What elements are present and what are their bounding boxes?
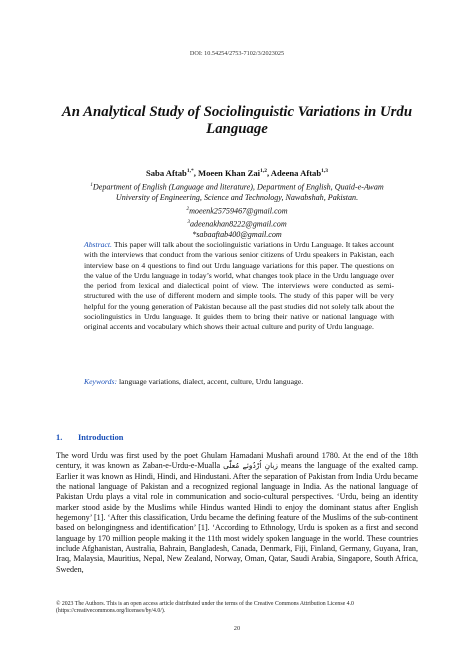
body-text-part2: means the language of the exalted camp. Earlier it was known as Hindi, Hindi, and Hindustani. After the separation of Pakistan from India Urdu became the national language of Pakistan and a recognized regional language in India. As the national language of Pakistan Urdu plays a vital role in communication and socio-cultural perspectives. ‘Urdu, being an identity marker stood aside by the Muslims while Hindus wanted Hindi to enjoy the dominant status after English hegemony’ [1]. ‘After this classification, Urdu became the defining feature of the Muslims of the sub-continent based on belongingness and identification’ [1]. ‘According to Ethnology, Urdu is spoken as a first and second language by 170 million people making it the 11th most widely spoken language in the world. These countries include Afghanistan, Australia, Bahrain, Bangladesh, Canada, Denmark, Fiji, Finland, Germany, Guyana, Iran, Iraq, Malaysia, Mauritius, Nepal, New Zealand, Norway, Oman, Qatar, Saudi Arabia, Singapore, South Africa, Sweden,: [56, 461, 419, 574]
page-number: 20: [233, 625, 241, 632]
author-superscript: 1,*: [186, 168, 194, 175]
doi-header: DOI: 10.54254/2753-7102/3/2023025: [189, 50, 285, 57]
license-footer: © 2023 The Authors. This is an open access article distributed under the terms of the Creative Commons Attribution License 4.0 (https://creativecommons.org/licenses/by/4.0/).: [56, 601, 354, 614]
keywords: [84, 377, 394, 386]
urdu-phrase: زبانِ اُرْدُوئے مُعلّٰی: [223, 461, 278, 471]
author-list: Saba Aftab$^{1,*}$, Moeen Khan Zai$^{1,2}$, Adeena Aftab$^{1,3}$: [145, 168, 329, 178]
section-heading: [56, 433, 123, 442]
affiliation-line: $^1$Department of English (Language and literature), Department of English, Quaid-e-Awam: [90, 182, 384, 192]
body-paragraph: [56, 451, 418, 575]
keywords-text: language variations, dialect, accent, culture, Urdu language.: [118, 377, 304, 386]
body-text-part1: The word Urdu was first used by the poet Ghulam Hamadani Mushafi around 1780. At the end of the 18th century, it was known as Zaban-e-Urdu-e-Mualla: [56, 451, 418, 471]
author-superscript: 1,3: [321, 168, 329, 175]
abstract-text: This paper will talk about the sociolinguistic variations in Urdu Language. It takes account with the interviews that conduct from the various senior citizens of Urdu speakers in Pakistan, each interview base on 4 questions to find out Urdu language variations for this paper. The questions on the value of the Urdu language in today’s world, what changes took place in the Urdu language over the period from lexical and dialectical point of view. The interviews were conducted as semi-structured with the use of different modern and simple tools. The study of this paper will be very helpful for the young generation of Pakistan because all the past studies did not solely talk about the sociolinguistics in Urdu language. It guides them to bring their native or national language with original accents and vocabulary which shows their actual culture and purity of Urdu language.: [84, 240, 394, 332]
abstract: [84, 240, 394, 333]
section-title: Introduction: [78, 433, 124, 442]
affiliation-line: University of Engineering, Science and Technology, Nawabshah, Pakistan.: [115, 193, 359, 203]
keywords-label: Keywords:: [84, 377, 118, 386]
author-superscript: 1,2: [260, 168, 267, 175]
email-line: $^3$adeenakhan8222@gmail.com: [187, 218, 287, 229]
corresponding-email: *sabaaftab400@gmail.com: [192, 229, 282, 239]
author-name: Adeena Aftab: [270, 168, 322, 178]
abstract-label: Abstract.: [84, 240, 112, 249]
paper-title: An Analytical Study of Sociolinguistic Variations in Urdu Language: [61, 104, 413, 137]
author-name: Moeen Khan Zai: [197, 168, 261, 178]
section-number: 1.: [56, 433, 63, 442]
affiliation-superscript: 1: [90, 182, 93, 188]
author-name: Saba Aftab: [145, 168, 187, 178]
email-line: $^2$moeenk25759467@gmail.com: [186, 205, 288, 216]
affiliations: [0, 180, 474, 240]
